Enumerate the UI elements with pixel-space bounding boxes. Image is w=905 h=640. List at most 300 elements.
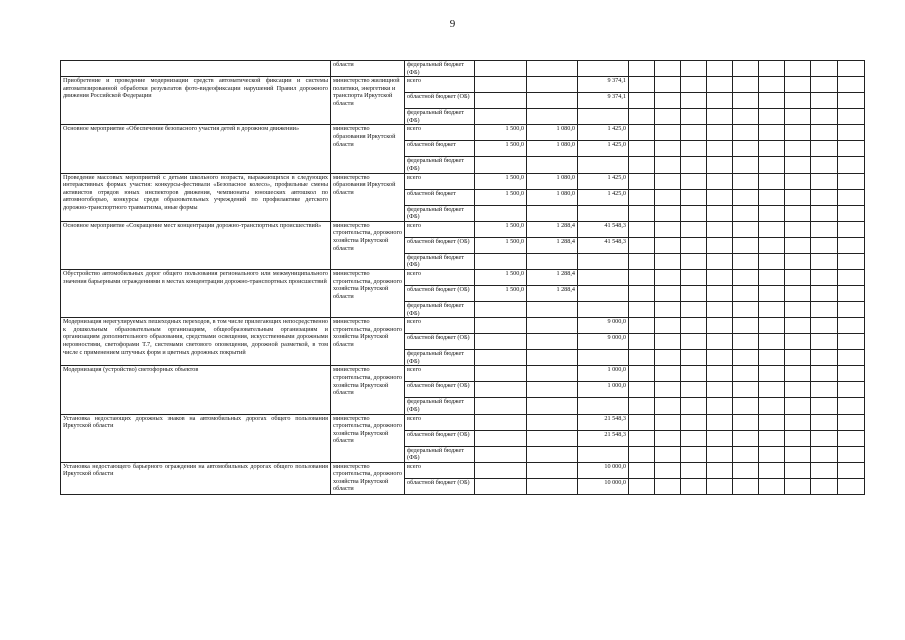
empty-cell	[655, 77, 681, 93]
amount-cell	[578, 398, 629, 414]
empty-cell	[707, 141, 733, 157]
amount-cell	[475, 77, 527, 93]
empty-cell	[811, 157, 838, 173]
empty-cell	[681, 398, 707, 414]
empty-cell	[629, 173, 655, 189]
amount-cell	[475, 157, 527, 173]
empty-cell	[707, 173, 733, 189]
empty-cell	[655, 125, 681, 141]
empty-cell	[811, 141, 838, 157]
empty-cell	[629, 318, 655, 334]
amount-cell	[475, 462, 527, 478]
activity-description	[61, 61, 331, 77]
funding-source: всего	[405, 125, 475, 141]
empty-cell	[707, 61, 733, 77]
empty-cell	[785, 334, 811, 350]
amount-cell	[475, 334, 527, 350]
empty-cell	[681, 141, 707, 157]
empty-cell	[707, 237, 733, 253]
amount-cell	[527, 398, 578, 414]
empty-cell	[707, 462, 733, 478]
empty-cell	[629, 253, 655, 269]
empty-cell	[838, 366, 865, 382]
table-row	[61, 462, 865, 478]
empty-cell	[785, 61, 811, 77]
funding-source: федеральный бюджет (ФБ)	[405, 398, 475, 414]
empty-cell	[838, 478, 865, 494]
amount-cell: 10 000,0	[578, 478, 629, 494]
amount-cell	[475, 109, 527, 125]
empty-cell	[733, 157, 759, 173]
empty-cell	[681, 366, 707, 382]
empty-cell	[655, 93, 681, 109]
empty-cell	[681, 446, 707, 462]
empty-cell	[733, 253, 759, 269]
empty-cell	[759, 414, 785, 430]
empty-cell	[707, 318, 733, 334]
empty-cell	[733, 398, 759, 414]
table-row	[61, 366, 865, 382]
empty-cell	[759, 221, 785, 237]
empty-cell	[655, 366, 681, 382]
empty-cell	[629, 157, 655, 173]
empty-cell	[681, 221, 707, 237]
empty-cell	[629, 77, 655, 93]
empty-cell	[759, 318, 785, 334]
amount-cell: 1 500,0	[475, 189, 527, 205]
empty-cell	[838, 253, 865, 269]
empty-cell	[707, 253, 733, 269]
empty-cell	[629, 414, 655, 430]
activity-description: Основное мероприятие «Обеспечение безопасного участия детей в дорожном движении»	[61, 125, 331, 173]
empty-cell	[838, 382, 865, 398]
empty-cell	[759, 237, 785, 253]
amount-cell: 1 288,4	[527, 285, 578, 301]
empty-cell	[733, 301, 759, 317]
empty-cell	[655, 253, 681, 269]
funding-source: областной бюджет (ОБ)	[405, 430, 475, 446]
empty-cell	[655, 446, 681, 462]
empty-cell	[838, 61, 865, 77]
amount-cell	[475, 414, 527, 430]
empty-cell	[681, 157, 707, 173]
empty-cell	[759, 446, 785, 462]
empty-cell	[759, 350, 785, 366]
program-table	[60, 60, 865, 495]
amount-cell: 1 080,0	[527, 141, 578, 157]
amount-cell: 1 425,0	[578, 189, 629, 205]
empty-cell	[707, 334, 733, 350]
empty-cell	[785, 301, 811, 317]
empty-cell	[707, 446, 733, 462]
empty-cell	[785, 285, 811, 301]
empty-cell	[629, 189, 655, 205]
empty-cell	[733, 61, 759, 77]
empty-cell	[759, 366, 785, 382]
empty-cell	[759, 253, 785, 269]
empty-cell	[681, 301, 707, 317]
empty-cell	[785, 462, 811, 478]
empty-cell	[759, 334, 785, 350]
empty-cell	[629, 285, 655, 301]
amount-cell: 9 374,1	[578, 77, 629, 93]
amount-cell	[527, 157, 578, 173]
empty-cell	[707, 77, 733, 93]
table-row	[61, 173, 865, 189]
empty-cell	[681, 93, 707, 109]
amount-cell	[475, 382, 527, 398]
empty-cell	[811, 462, 838, 478]
empty-cell	[785, 430, 811, 446]
empty-cell	[733, 350, 759, 366]
empty-cell	[707, 382, 733, 398]
amount-cell	[527, 462, 578, 478]
empty-cell	[811, 398, 838, 414]
empty-cell	[707, 366, 733, 382]
empty-cell	[811, 189, 838, 205]
empty-cell	[655, 285, 681, 301]
empty-cell	[838, 141, 865, 157]
empty-cell	[655, 462, 681, 478]
responsible-executor: министерство жилищной политики, энергетики и транспорта Иркутской области	[331, 77, 405, 125]
empty-cell	[785, 318, 811, 334]
amount-cell	[475, 430, 527, 446]
empty-cell	[655, 237, 681, 253]
funding-source: областной бюджет	[405, 141, 475, 157]
empty-cell	[785, 253, 811, 269]
empty-cell	[733, 318, 759, 334]
empty-cell	[629, 93, 655, 109]
amount-cell: 21 548,3	[578, 430, 629, 446]
responsible-executor: министерство строительства, дорожного хозяйства Иркутской области	[331, 414, 405, 462]
amount-cell: 1 000,0	[578, 366, 629, 382]
empty-cell	[707, 285, 733, 301]
amount-cell	[578, 205, 629, 221]
empty-cell	[785, 366, 811, 382]
empty-cell	[785, 414, 811, 430]
table-row	[61, 125, 865, 141]
empty-cell	[811, 205, 838, 221]
empty-cell	[681, 318, 707, 334]
empty-cell	[785, 109, 811, 125]
empty-cell	[655, 478, 681, 494]
empty-cell	[733, 93, 759, 109]
empty-cell	[733, 430, 759, 446]
page-number: 9	[449, 18, 456, 30]
empty-cell	[681, 285, 707, 301]
empty-cell	[707, 205, 733, 221]
responsible-executor: министерство строительства, дорожного хозяйства Иркутской области	[331, 462, 405, 494]
empty-cell	[655, 301, 681, 317]
funding-source: федеральный бюджет (ФБ)	[405, 205, 475, 221]
responsible-executor: министерство строительства, дорожного хозяйства Иркутской области	[331, 366, 405, 414]
responsible-executor: министерство строительства, дорожного хозяйства Иркутской области	[331, 269, 405, 317]
empty-cell	[785, 350, 811, 366]
empty-cell	[707, 269, 733, 285]
empty-cell	[785, 93, 811, 109]
empty-cell	[811, 334, 838, 350]
amount-cell	[578, 109, 629, 125]
empty-cell	[838, 414, 865, 430]
empty-cell	[681, 382, 707, 398]
empty-cell	[681, 205, 707, 221]
empty-cell	[811, 253, 838, 269]
empty-cell	[811, 285, 838, 301]
empty-cell	[811, 269, 838, 285]
empty-cell	[629, 350, 655, 366]
amount-cell	[578, 157, 629, 173]
empty-cell	[707, 125, 733, 141]
amount-cell: 1 500,0	[475, 221, 527, 237]
empty-cell	[759, 189, 785, 205]
empty-cell	[811, 430, 838, 446]
empty-cell	[655, 398, 681, 414]
amount-cell: 1 080,0	[527, 189, 578, 205]
empty-cell	[785, 173, 811, 189]
empty-cell	[811, 61, 838, 77]
amount-cell: 1 288,4	[527, 221, 578, 237]
empty-cell	[811, 446, 838, 462]
amount-cell: 1 500,0	[475, 269, 527, 285]
amount-cell	[475, 398, 527, 414]
empty-cell	[838, 109, 865, 125]
empty-cell	[629, 221, 655, 237]
empty-cell	[733, 382, 759, 398]
empty-cell	[785, 141, 811, 157]
empty-cell	[838, 430, 865, 446]
empty-cell	[733, 446, 759, 462]
empty-cell	[655, 221, 681, 237]
empty-cell	[707, 478, 733, 494]
empty-cell	[733, 366, 759, 382]
empty-cell	[707, 350, 733, 366]
empty-cell	[759, 269, 785, 285]
amount-cell: 21 548,3	[578, 414, 629, 430]
activity-description: Приобретение и проведение модернизации средств автоматической фиксации и системы автоматизированной обработки результатов фото-видеофиксации нарушений Правил дорожного движения Российской Федерации	[61, 77, 331, 125]
empty-cell	[681, 173, 707, 189]
amount-cell	[527, 478, 578, 494]
activity-description: Модернизация нерегулируемых пешеходных переходов, в том числе прилегающих непосредственно к дошкольным образовательным организациям, общеобразовательным организациям и организациям дополнительного образования, средствами освещения, искусственными дорожными неровностями, светофорами Т.7, системами светового оповещения, дорожной разметкой, в том числе с применением штучных форм и цветных дорожных покрытий	[61, 318, 331, 366]
funding-source: всего	[405, 462, 475, 478]
empty-cell	[629, 269, 655, 285]
empty-cell	[838, 446, 865, 462]
funding-source: всего	[405, 318, 475, 334]
empty-cell	[733, 189, 759, 205]
activity-description: Модернизация (устройство) светофорных объектов	[61, 366, 331, 414]
empty-cell	[655, 382, 681, 398]
empty-cell	[759, 285, 785, 301]
empty-cell	[681, 77, 707, 93]
empty-cell	[629, 398, 655, 414]
funding-source: федеральный бюджет (ФБ)	[405, 301, 475, 317]
empty-cell	[838, 237, 865, 253]
table-row	[61, 77, 865, 93]
empty-cell	[707, 221, 733, 237]
empty-cell	[733, 109, 759, 125]
empty-cell	[733, 414, 759, 430]
empty-cell	[838, 173, 865, 189]
empty-cell	[681, 350, 707, 366]
amount-cell: 41 548,3	[578, 221, 629, 237]
empty-cell	[733, 285, 759, 301]
empty-cell	[629, 141, 655, 157]
empty-cell	[785, 157, 811, 173]
empty-cell	[629, 446, 655, 462]
empty-cell	[838, 221, 865, 237]
empty-cell	[707, 157, 733, 173]
amount-cell	[527, 205, 578, 221]
empty-cell	[629, 430, 655, 446]
responsible-executor: министерство строительства, дорожного хозяйства Иркутской области	[331, 221, 405, 269]
empty-cell	[759, 478, 785, 494]
empty-cell	[681, 237, 707, 253]
funding-source: областной бюджет (ОБ)	[405, 285, 475, 301]
amount-cell	[527, 93, 578, 109]
empty-cell	[838, 77, 865, 93]
funding-source: федеральный бюджет (ФБ)	[405, 446, 475, 462]
empty-cell	[733, 77, 759, 93]
empty-cell	[733, 269, 759, 285]
empty-cell	[759, 301, 785, 317]
amount-cell: 9 000,0	[578, 334, 629, 350]
amount-cell	[578, 285, 629, 301]
empty-cell	[733, 462, 759, 478]
empty-cell	[811, 382, 838, 398]
empty-cell	[655, 414, 681, 430]
empty-cell	[811, 125, 838, 141]
empty-cell	[759, 173, 785, 189]
empty-cell	[785, 446, 811, 462]
table-row	[61, 269, 865, 285]
amount-cell	[527, 77, 578, 93]
amount-cell	[475, 366, 527, 382]
empty-cell	[838, 301, 865, 317]
funding-source: областной бюджет (ОБ)	[405, 93, 475, 109]
empty-cell	[838, 318, 865, 334]
empty-cell	[733, 237, 759, 253]
empty-cell	[785, 205, 811, 221]
funding-source: всего	[405, 414, 475, 430]
empty-cell	[811, 478, 838, 494]
empty-cell	[681, 253, 707, 269]
empty-cell	[838, 269, 865, 285]
responsible-executor: министерство строительства, дорожного хозяйства Иркутской области	[331, 318, 405, 366]
funding-source: областной бюджет	[405, 189, 475, 205]
empty-cell	[811, 173, 838, 189]
empty-cell	[655, 141, 681, 157]
funding-source: федеральный бюджет (ФБ)	[405, 109, 475, 125]
empty-cell	[733, 334, 759, 350]
funding-source: федеральный бюджет (ФБ)	[405, 350, 475, 366]
empty-cell	[681, 430, 707, 446]
responsible-executor: министерство образования Иркутской области	[331, 173, 405, 221]
empty-cell	[629, 334, 655, 350]
empty-cell	[655, 157, 681, 173]
empty-cell	[681, 334, 707, 350]
amount-cell: 1 500,0	[475, 173, 527, 189]
empty-cell	[629, 478, 655, 494]
amount-cell: 1 080,0	[527, 173, 578, 189]
funding-source: областной бюджет (ОБ)	[405, 382, 475, 398]
amount-cell	[527, 253, 578, 269]
amount-cell: 1 288,4	[527, 269, 578, 285]
empty-cell	[681, 414, 707, 430]
empty-cell	[838, 285, 865, 301]
responsible-executor: министерство образования Иркутской области	[331, 125, 405, 173]
funding-source: федеральный бюджет (ФБ)	[405, 61, 475, 77]
amount-cell: 1 425,0	[578, 141, 629, 157]
activity-description: Установка недостающих дорожных знаков на автомобильных дорогах общего пользования Иркутской области	[61, 414, 331, 462]
empty-cell	[759, 93, 785, 109]
amount-cell	[475, 318, 527, 334]
empty-cell	[655, 109, 681, 125]
funding-source: всего	[405, 77, 475, 93]
empty-cell	[759, 77, 785, 93]
empty-cell	[629, 382, 655, 398]
empty-cell	[838, 189, 865, 205]
empty-cell	[681, 61, 707, 77]
empty-cell	[811, 109, 838, 125]
funding-source: областной бюджет (ОБ)	[405, 334, 475, 350]
empty-cell	[655, 189, 681, 205]
empty-cell	[629, 462, 655, 478]
empty-cell	[629, 61, 655, 77]
empty-cell	[838, 398, 865, 414]
empty-cell	[811, 301, 838, 317]
amount-cell: 1 000,0	[578, 382, 629, 398]
amount-cell	[527, 446, 578, 462]
empty-cell	[785, 269, 811, 285]
amount-cell	[578, 269, 629, 285]
amount-cell	[578, 446, 629, 462]
empty-cell	[733, 205, 759, 221]
amount-cell	[475, 61, 527, 77]
amount-cell	[475, 205, 527, 221]
empty-cell	[655, 350, 681, 366]
empty-cell	[629, 237, 655, 253]
amount-cell: 1 500,0	[475, 141, 527, 157]
empty-cell	[811, 237, 838, 253]
funding-source: всего	[405, 366, 475, 382]
empty-cell	[733, 478, 759, 494]
amount-cell	[527, 366, 578, 382]
empty-cell	[785, 478, 811, 494]
amount-cell: 1 080,0	[527, 125, 578, 141]
amount-cell: 1 425,0	[578, 173, 629, 189]
empty-cell	[655, 334, 681, 350]
empty-cell	[759, 157, 785, 173]
empty-cell	[655, 61, 681, 77]
empty-cell	[707, 398, 733, 414]
empty-cell	[785, 237, 811, 253]
amount-cell	[527, 430, 578, 446]
funding-source: всего	[405, 221, 475, 237]
empty-cell	[838, 462, 865, 478]
empty-cell	[838, 205, 865, 221]
funding-source: федеральный бюджет (ФБ)	[405, 253, 475, 269]
empty-cell	[759, 430, 785, 446]
funding-source: всего	[405, 269, 475, 285]
activity-description: Основное мероприятие «Сокращение мест концентрации дорожно-транспортных происшествий»	[61, 221, 331, 269]
empty-cell	[681, 125, 707, 141]
empty-cell	[655, 318, 681, 334]
empty-cell	[785, 125, 811, 141]
amount-cell	[527, 350, 578, 366]
empty-cell	[811, 414, 838, 430]
amount-cell	[475, 350, 527, 366]
empty-cell	[629, 109, 655, 125]
amount-cell: 1 500,0	[475, 237, 527, 253]
